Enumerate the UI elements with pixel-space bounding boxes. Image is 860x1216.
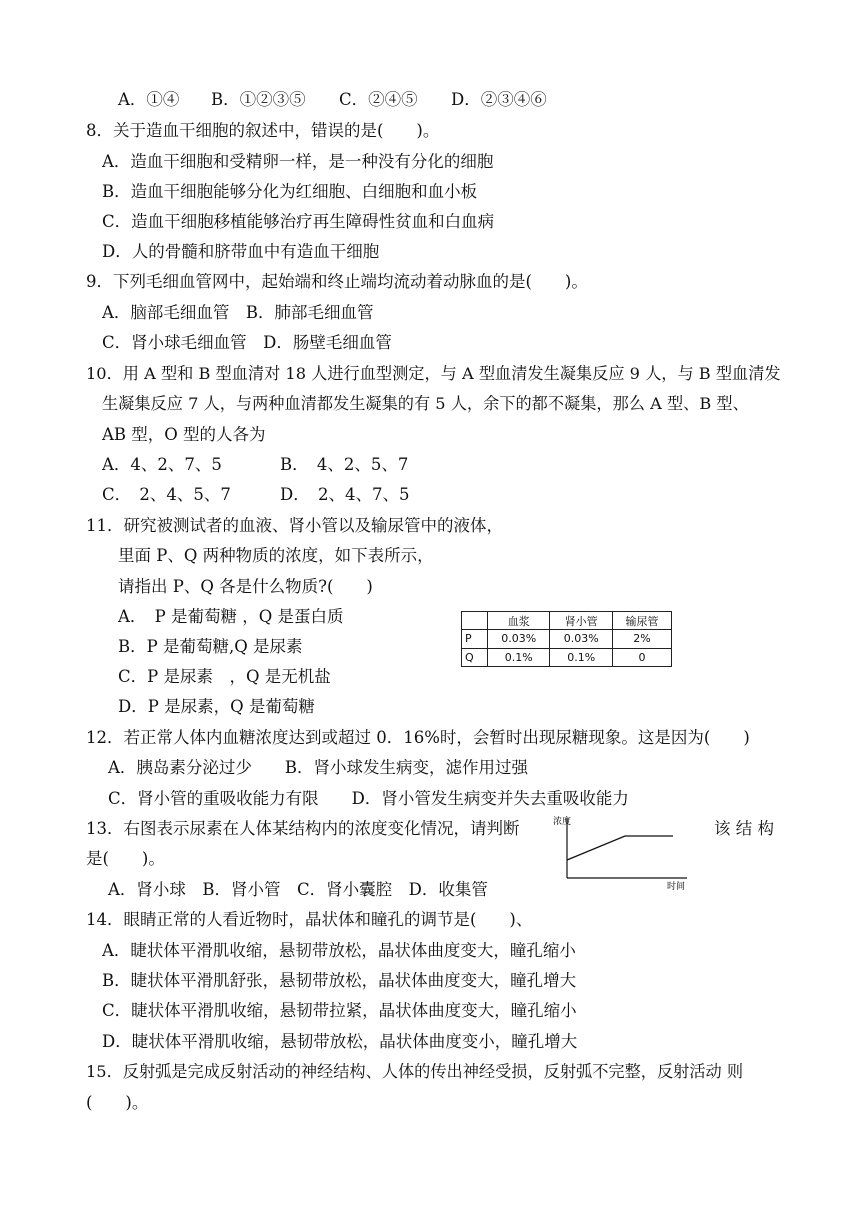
q10-stem-line2: 生凝集反应 7 人，与两种血清都发生凝集的有 5 人，余下的都不凝集，那么 A 型、B 型、: [102, 394, 749, 413]
table-cell: 0: [612, 648, 671, 666]
urea-concentration-graph: [553, 812, 693, 890]
q8-option-b: B．造血干细胞能够分化为红细胞、白细胞和血小板: [102, 182, 478, 201]
q10-stem-line3: AB 型，O 型的人各为: [102, 425, 266, 444]
q7-option-a: A．①④: [118, 90, 180, 109]
q15-stem-line1: 15．反射弧是完成反射活动的神经结构、人体的传出神经受损，反射弧不完整，反射活动 则: [86, 1062, 744, 1081]
table-row: [462, 630, 672, 648]
q14-option-a: A．睫状体平滑肌收缩，悬韧带放松，晶状体曲度变大，瞳孔缩小: [102, 941, 576, 960]
q11-option-d: D．P 是尿素，Q 是葡萄糖: [118, 697, 315, 716]
table-cell: P: [462, 630, 488, 648]
table-row: [462, 648, 672, 666]
q10-stem-line1: 10．用 A 型和 B 型血清对 18 人进行血型测定，与 A 型血清发生凝集反应 9 人，与 B 型血清发: [86, 364, 781, 383]
q7-option-b: B．①②③⑤: [211, 90, 306, 109]
q9-options-line1: A．脑部毛细血管 B．肺部毛细血管: [102, 303, 374, 322]
table-header-cell: 肾小管: [550, 612, 612, 630]
q11-option-a: A． P 是葡萄糖 ，Q 是蛋白质: [118, 607, 344, 626]
q10-option-c: C． 2、4、5、7: [102, 485, 231, 504]
q10-option-b: B． 4、2、5、7: [280, 455, 409, 474]
q14-stem: 14．眼睛正常的人看近物时，晶状体和瞳孔的调节是( )、: [86, 910, 533, 929]
table-cell: Q: [462, 648, 488, 666]
table-cell: 0.1%: [488, 648, 550, 666]
graph-concentration-line: [567, 836, 673, 860]
q14-option-c: C．睫状体平滑肌收缩，悬韧带拉紧，晶状体曲度变大，瞳孔缩小: [102, 1001, 577, 1020]
graph-y-label: 浓度: [553, 817, 572, 827]
q9-options-line2: C．肾小球毛细血管 D．肠壁毛细血管: [102, 333, 392, 352]
table-header-row: [462, 612, 672, 630]
graph-x-label: 时间: [667, 882, 686, 890]
q11-option-c: C．P 是尿素 ，Q 是无机盐: [118, 667, 331, 686]
q12-options-line1: A．胰岛素分泌过少 B．肾小球发生病变，滤作用过强: [108, 758, 529, 777]
q13-stem-part1: 13．右图表示尿素在人体某结构内的浓度变化情况，请判断: [86, 819, 520, 838]
q15-stem-line2: ( )。: [86, 1093, 149, 1112]
table-header-cell: [462, 612, 488, 630]
q13-options: A．肾小球 B．肾小管 C．肾小囊腔 D．收集管: [108, 880, 488, 899]
table-cell: 2%: [612, 630, 671, 648]
q14-option-d: D．睫状体平滑肌收缩，悬韧带放松，晶状体曲度变小，瞳孔增大: [102, 1032, 578, 1051]
q8-option-d: D．人的骨髓和脐带血中有造血干细胞: [102, 242, 380, 261]
q11-option-b: B．P 是葡萄糖,Q 是尿素: [118, 637, 303, 656]
q7-option-d: D．②③④⑥: [451, 90, 547, 109]
q11-stem-line3: 请指出 P、Q 各是什么物质?( ): [118, 577, 373, 596]
q12-stem: 12．若正常人体内血糖浓度达到或超过 0．16%时，会暂时出现尿糖现象。这是因为( ): [86, 728, 750, 747]
q10-option-d: D． 2、4、7、5: [280, 485, 410, 504]
q8-stem: 8．关于造血干细胞的叙述中，错误的是( )。: [86, 121, 440, 140]
table-cell: 0.03%: [488, 630, 550, 648]
q10-option-a: A．4、2、7、5: [102, 455, 222, 474]
q14-option-b: B．睫状体平滑肌舒张，悬韧带放松，晶状体曲度变大，瞳孔增大: [102, 971, 577, 990]
q8-option-a: A．造血干细胞和受精卵一样，是一种没有分化的细胞: [102, 152, 494, 171]
q8-option-c: C．造血干细胞移植能够治疗再生障碍性贫血和白血病: [102, 212, 495, 231]
table-cell: 0.03%: [550, 630, 612, 648]
concentration-table: [461, 611, 672, 667]
q13-stem-line2: 是( )。: [86, 849, 165, 868]
table-cell: 0.1%: [550, 648, 612, 666]
q9-stem: 9．下列毛细血管网中，起始端和终止端均流动着动脉血的是( )。: [86, 272, 588, 291]
q11-stem-line2: 里面 P、Q 两种物质的浓度，如下表所示，: [118, 546, 434, 565]
q7-options: [118, 90, 547, 110]
q12-options-line2: C．肾小管的重吸收能力有限 D．肾小管发生病变并失去重吸收能力: [108, 789, 629, 808]
table-header-cell: 输尿管: [612, 612, 671, 630]
q11-stem-line1: 11．研究被测试者的血液、肾小管以及输尿管中的液体，: [86, 516, 503, 535]
q7-option-c: C．②④⑤: [339, 90, 418, 109]
table-header-cell: 血浆: [488, 612, 550, 630]
q13-stem-part2: 该 结 构: [714, 819, 774, 838]
